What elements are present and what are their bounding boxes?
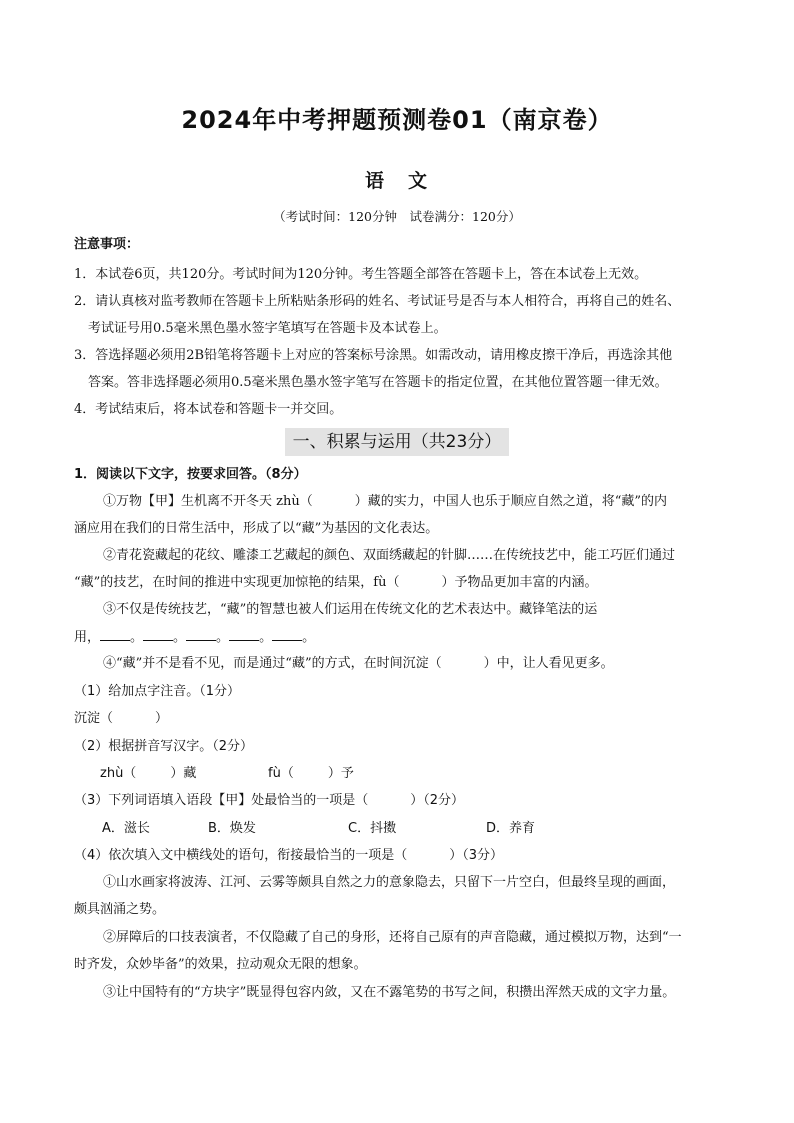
notice-item-1: 1．本试卷6页，共120分。考试时间为120分钟。考生答题全部答在答题卡上，答在本试卷上无效。 — [74, 267, 648, 282]
separator: 。 — [173, 630, 187, 645]
subject-char-2: 文 — [408, 170, 430, 192]
sub-question-2-answer-a[interactable] — [100, 765, 196, 783]
text-span: ）（2分） — [410, 793, 465, 808]
text-span: ）藏 — [170, 766, 197, 781]
subject-title — [0, 166, 794, 193]
paragraph-2-line-2 — [74, 574, 598, 592]
paragraph-2-line-1: ②青花瓷藏起的花纹、雕漆工艺藏起的颜色、双面绣藏起的针脚……在传统技艺中，能工巧匠们通过 — [103, 548, 676, 563]
answer-blank-1[interactable] — [100, 628, 130, 641]
text-span: 沉淀（ — [74, 711, 114, 726]
text-span: 用， — [74, 630, 101, 645]
notice-item-3-line-2: 答案。答非选择题必须用0.5毫米黑色墨水签字笔写在答题卡的指定位置，在其他位置答题一律无效。 — [88, 375, 668, 390]
option-c[interactable]: C．抖擞 — [348, 821, 397, 836]
answer-blank-2[interactable] — [143, 628, 173, 641]
option-a[interactable]: A．滋长 — [102, 821, 150, 836]
sub-question-3 — [74, 792, 464, 810]
sub-question-4 — [74, 847, 503, 865]
sentence-1-line-1: ①山水画家将波涛、江河、云雾等颇具自然之力的意象隐去，只留下一片空白，但最终呈现的画面， — [103, 875, 676, 890]
paragraph-1-line-2: 涵应用在我们的日常生活中，形成了以“藏”为基因的文化表达。 — [74, 521, 439, 536]
option-b[interactable]: B．焕发 — [208, 821, 256, 836]
notice-item-2-line-1: 2．请认真核对监考教师在答题卡上所粘贴条形码的姓名、考试证号是否与本人相符合，再将自己的姓名、 — [74, 294, 681, 309]
paragraph-1-line-1 — [103, 493, 667, 511]
subject-char-1: 语 — [364, 170, 386, 192]
text-span: ）（3分） — [449, 848, 504, 863]
sentence-2-line-2: 时齐发，众妙毕备”的效果，拉动观众无限的想象。 — [74, 957, 367, 972]
option-d[interactable]: D．养育 — [486, 821, 536, 836]
notice-heading: 注意事项： — [74, 237, 140, 252]
text-span: fù（ — [268, 766, 294, 781]
answer-blank-3[interactable] — [186, 628, 216, 641]
section-title-prefix: 一、积累与运用（共 — [292, 432, 446, 452]
sub-question-1: （1）给加点字注音。（1分） — [74, 684, 241, 699]
sentence-1-line-2: 颇具汹涌之势。 — [74, 902, 166, 917]
text-span: ④“藏”并不是看不见，而是通过“藏”的方式，在时间沉淀（ — [103, 656, 442, 671]
sentence-2-line-1: ②屏障后的口技表演者，不仅隐藏了自己的身形，还将自己原有的声音隐藏，通过模拟万物，达到“一 — [103, 930, 682, 945]
paragraph-3-line-1: ③不仅是传统技艺，“藏”的智慧也被人们运用在传统文化的艺术表达中。藏锋笔法的运 — [103, 602, 598, 617]
answer-blank-5[interactable] — [272, 628, 302, 641]
paragraph-4 — [103, 655, 614, 673]
page-title: 2024年中考押题预测卷01（南京卷） — [181, 106, 613, 134]
notice-item-4: 4．考试结束后，将本试卷和答题卡一并交回。 — [74, 402, 343, 417]
section-score: 23 — [445, 432, 468, 452]
sub-question-1-answer[interactable] — [74, 710, 168, 728]
text-span: （4）依次填入文中横线处的语句，衔接最恰当的一项是（ — [74, 848, 408, 863]
separator: 。 — [302, 630, 316, 645]
notice-item-2-line-2: 考试证号用0.5毫米黑色墨水签字笔填写在答题卡及本试卷上。 — [88, 321, 447, 336]
text-span: ）中，让人看见更多。 — [483, 656, 614, 671]
text-span: ①万物【甲】生机离不开冬天 zhù（ — [103, 494, 313, 509]
question-1-stem: 1．阅读以下文字，按要求回答。（8分） — [74, 467, 307, 482]
separator: 。 — [216, 630, 230, 645]
sentence-3-line-1: ③让中国特有的“方块字”既显得包容内敛，又在不露笔势的书写之间，积攒出浑然天成的文字力量。 — [103, 985, 676, 1000]
text-span: ）予物品更加丰富的内涵。 — [441, 575, 598, 590]
text-span: zhù（ — [100, 766, 137, 781]
text-span: （3）下列词语填入语段【甲】处最恰当的一项是（ — [74, 793, 369, 808]
separator: 。 — [259, 630, 273, 645]
text-span: “藏”的技艺，在时间的推进中实现更加惊艳的结果，fù（ — [74, 575, 400, 590]
notice-item-3-line-1: 3．答选择题必须用2B铅笔将答题卡上对应的答案标号涂黑。如需改动，请用橡皮擦干净后，再选涂其他 — [74, 348, 673, 363]
text-span: ）藏的实力，中国人也乐于顺应自然之道，将“藏”的内 — [354, 494, 668, 509]
sub-question-2: （2）根据拼音写汉字。（2分） — [74, 739, 254, 754]
text-span: ） — [155, 711, 169, 726]
sub-question-2-answer-b[interactable] — [268, 765, 354, 783]
section-1-title — [0, 428, 794, 456]
answer-blank-4[interactable] — [229, 628, 259, 641]
paragraph-3-line-2 — [74, 628, 315, 647]
text-span: ）予 — [327, 766, 354, 781]
exam-info: （考试时间：120分钟 试卷满分：120分） — [273, 209, 521, 224]
separator: 。 — [130, 630, 144, 645]
section-title-suffix: 分） — [467, 432, 502, 452]
